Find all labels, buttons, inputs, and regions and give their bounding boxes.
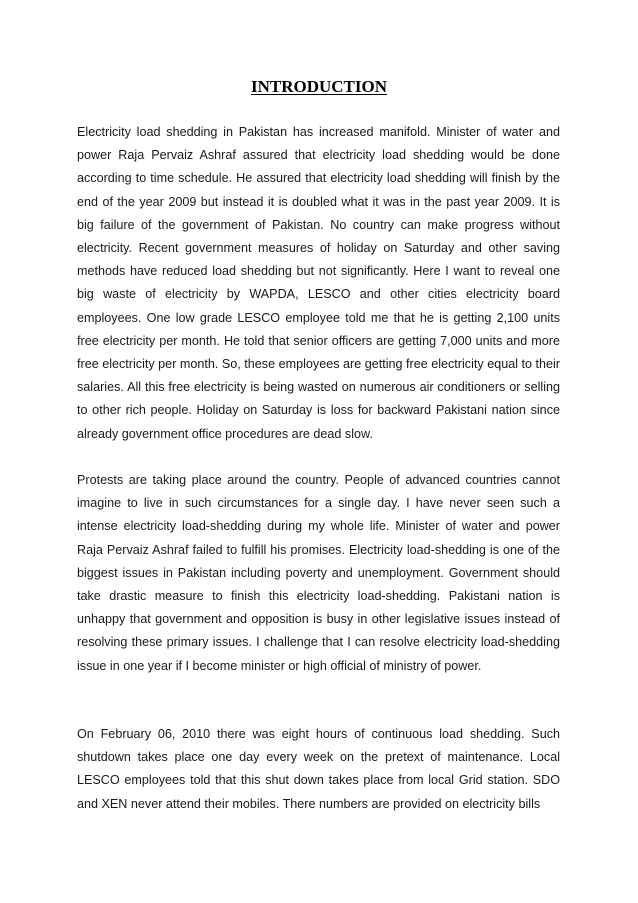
- paragraph-3: On February 06, 2010 there was eight hours of continuous load shedding. Such shutdown takes place one day every week on the pretext of maintenance. Local LESCO employees told that this shut down takes place from local Grid station. SDO and XEN never attend their mobiles. There numbers are provided on electricity bills: [77, 727, 560, 811]
- page-title: [0, 76, 638, 98]
- paragraph-1: Electricity load shedding in Pakistan has increased manifold. Minister of water and power Raja Pervaiz Ashraf assured that electricity load shedding would be done according to time schedule. He assured that electricity load shedding will finish by the end of the year 2009 but instead it is doubled what it was in the past year 2009. It is big failure of the government of Pakistan. No country can make progress without electricity. Recent government measures of holiday on Saturday and other saving methods have reduced load shedding but not significantly. Here I want to reveal one big waste of electricity by WAPDA, LESCO and other cities electricity board employees. One low grade LESCO employee told me that he is getting 2,100 units free electricity per month. He told that senior officers are getting 7,000 units and more free electricity per month. So, these employees are getting free electricity equal to their salaries. All this free electricity is being wasted on numerous air conditioners or selling to other rich people. Holiday on Saturday is loss for backward Pakistani nation since already government office procedures are dead slow.: [77, 125, 561, 441]
- paragraph-2: Protests are taking place around the country. People of advanced countries cannot imagine to live in such circumstances for a single day. I have never seen such a intense electricity load-shedding during my whole life. Minister of water and power Raja Pervaiz Ashraf failed to fulfill his promises. Electricity load-shedding is one of the biggest issues in Pakistan including poverty and unemployment. Government should take drastic measure to finish this electricity load-shedding. Pakistani nation is unhappy that government and opposition is busy in other legislative issues instead of resolving these primary issues. I challenge that I can resolve electricity load-shedding issue in one year if I become minister or high official of ministry of power.: [77, 473, 560, 673]
- page-title-text: INTRODUCTION: [250, 77, 388, 96]
